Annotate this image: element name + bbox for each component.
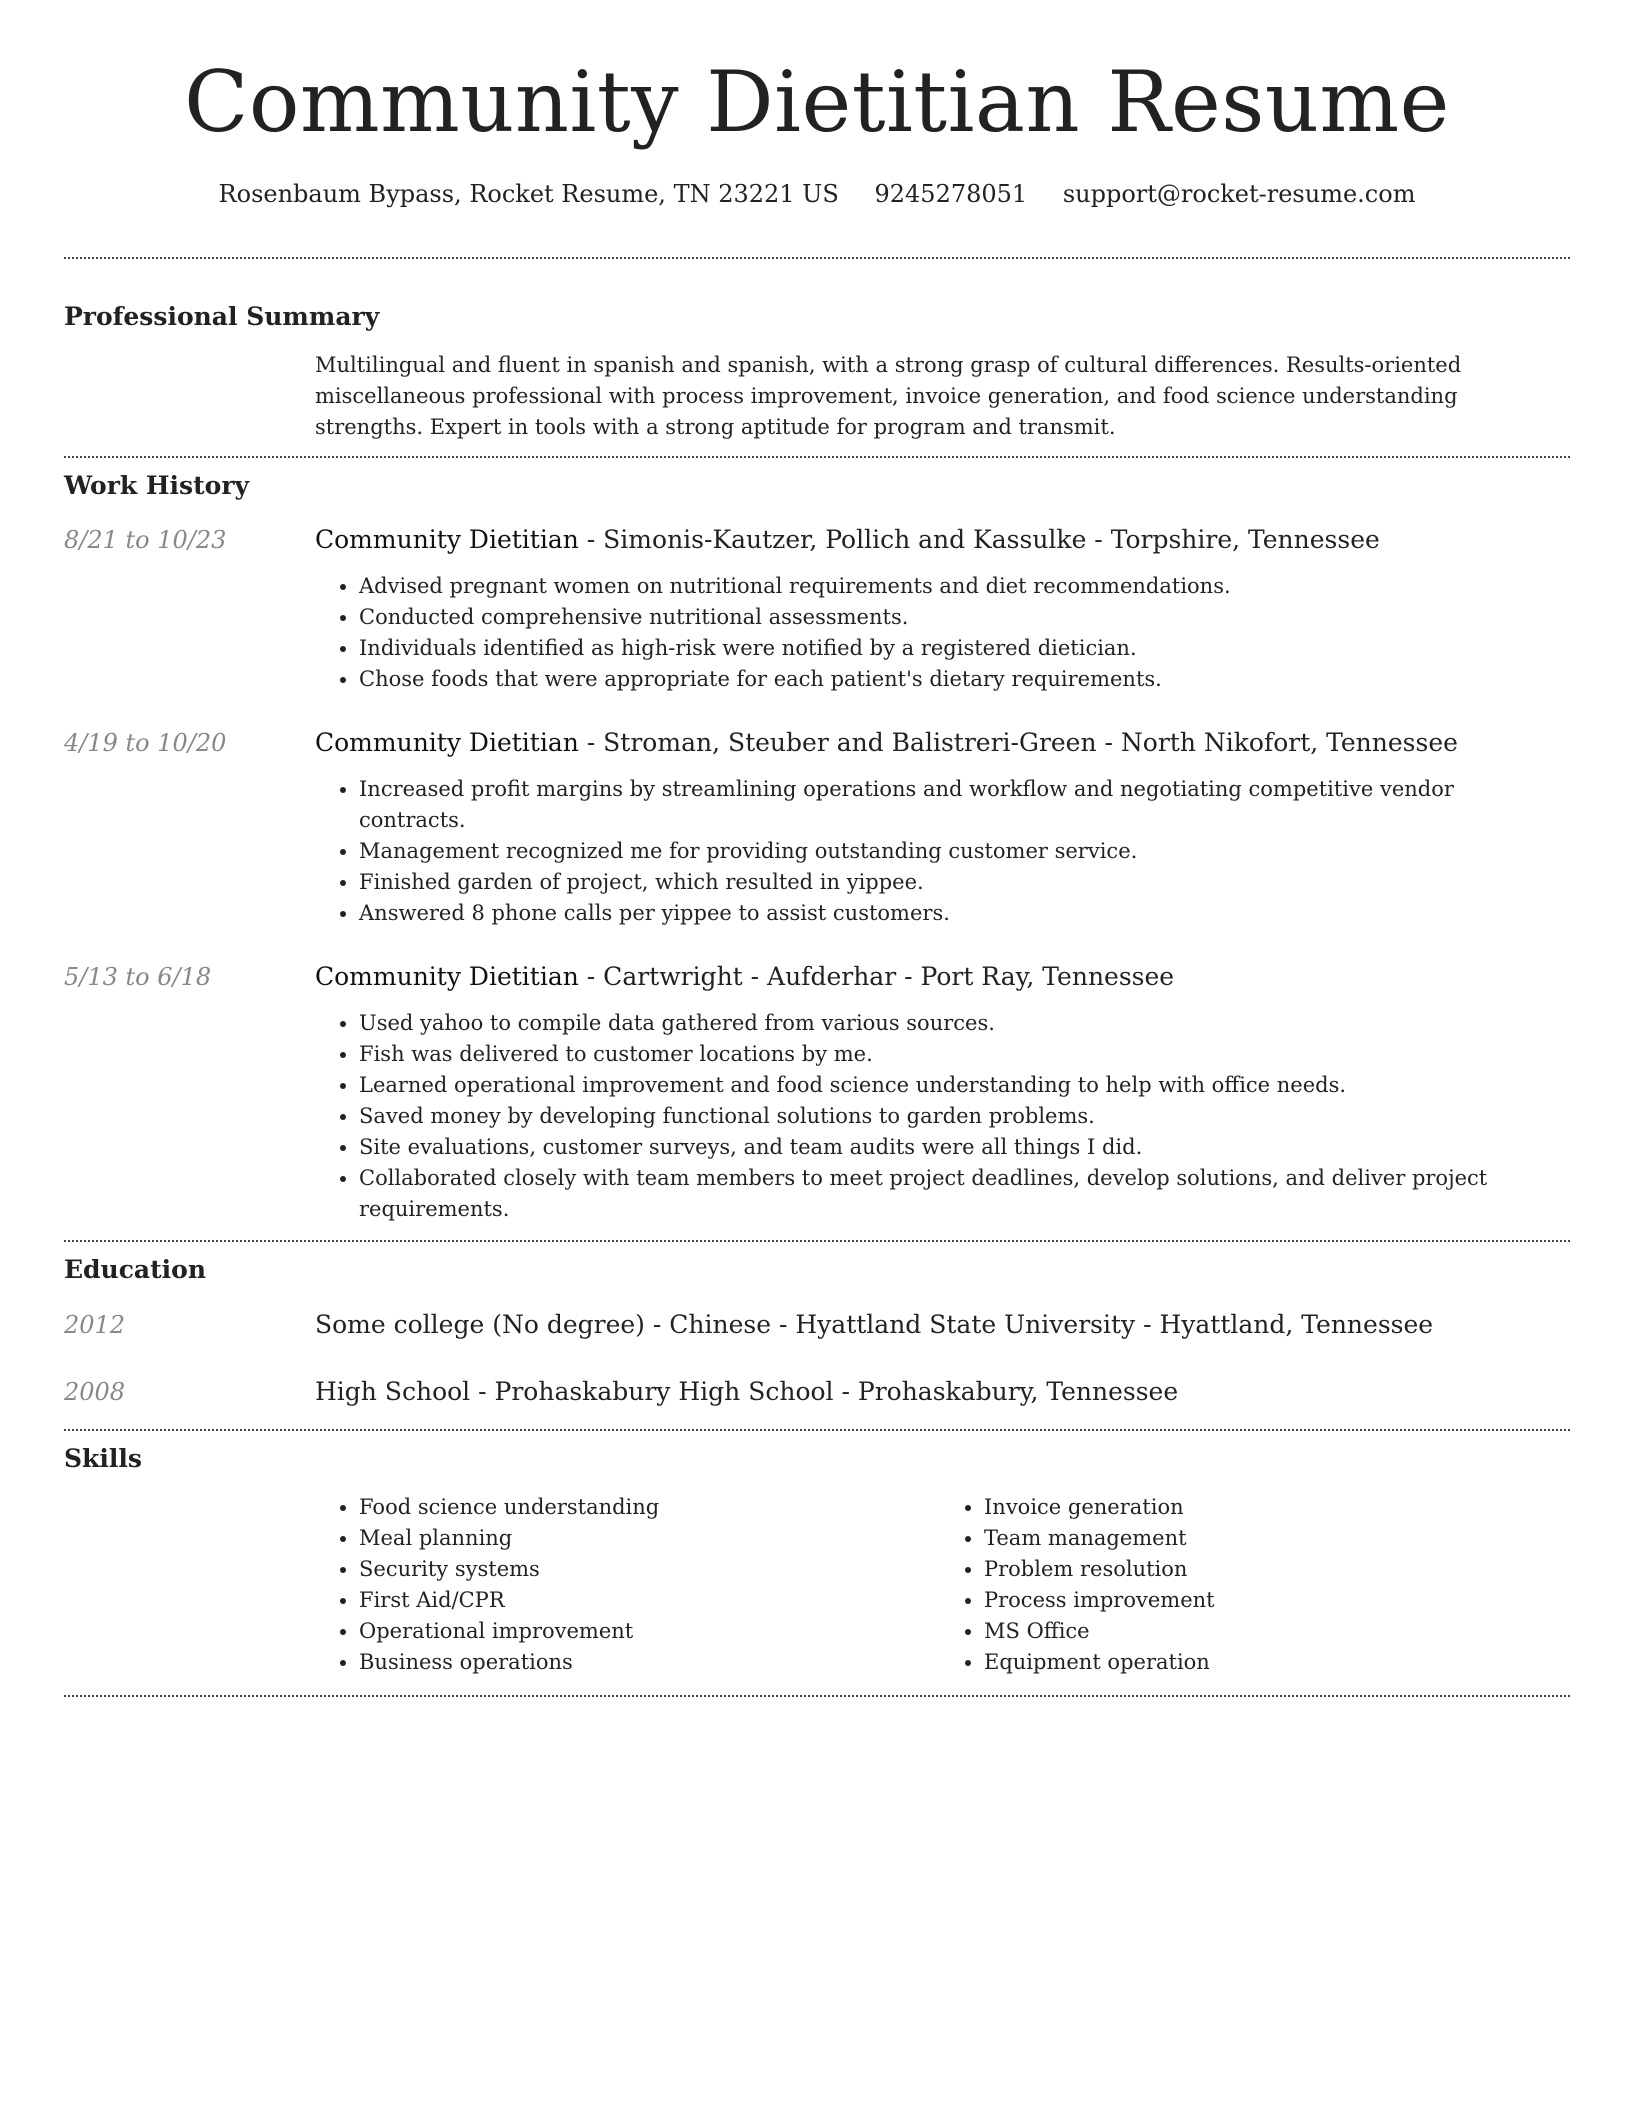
section-title-education: Education — [64, 1255, 207, 1284]
education-content — [315, 1375, 1565, 1409]
job-bullet: • Site evaluations, customer surveys, and team audits were all things I did. — [359, 1132, 1565, 1163]
resume-page — [64, 0, 1570, 1697]
job-dates: 8/21 to 10/23 — [64, 526, 227, 554]
skill-item: • First Aid/CPR — [359, 1585, 940, 1616]
job-bullet: • Used yahoo to compile data gathered from various sources. — [359, 1008, 1565, 1039]
contact-phone: 9245278051 — [874, 180, 1028, 208]
job-title — [315, 726, 1565, 760]
job-role: Community Dietitian — [315, 962, 579, 991]
job-dates: 4/19 to 10/20 — [64, 729, 227, 757]
skill-item: • Team management — [984, 1523, 1565, 1554]
skill-item: • Equipment operation — [984, 1647, 1565, 1678]
job-entry — [64, 523, 1570, 695]
contact-email: support@rocket-resume.com — [1062, 180, 1416, 208]
skill-item: • Security systems — [359, 1554, 940, 1585]
job-role: Community Dietitian — [315, 525, 579, 554]
job-bullet: • Answered 8 phone calls per yippee to assist customers. — [359, 898, 1565, 929]
job-bullet: • Conducted comprehensive nutritional assessments. — [359, 602, 1565, 633]
education-title — [315, 1375, 1565, 1409]
divider — [64, 257, 1570, 259]
job-bullet: • Finished garden of project, which resulted in yippee. — [359, 867, 1565, 898]
page-title: Community Dietitian Resume — [184, 53, 1450, 151]
skill-item: • Meal planning — [359, 1523, 940, 1554]
job-bullet: • Individuals identified as high-risk were notified by a registered dietician. — [359, 633, 1565, 664]
section-title-skills: Skills — [64, 1444, 142, 1473]
job-bullet: • Chose foods that were appropriate for each patient's dietary requirements. — [359, 664, 1565, 695]
education-content — [315, 1308, 1565, 1342]
job-content — [315, 960, 1565, 1225]
education-details: - Chinese - Hyattland State University - Hyattland, Tennessee — [644, 1310, 1434, 1339]
job-content — [315, 523, 1565, 695]
education-details: - Prohaskabury High School - Prohaskabury, Tennessee — [470, 1377, 1179, 1406]
skills-list-left — [315, 1492, 940, 1678]
job-content — [315, 726, 1565, 929]
education-degree: High School — [315, 1377, 471, 1406]
job-title — [315, 523, 1565, 557]
skill-item: • Problem resolution — [984, 1554, 1565, 1585]
job-bullet: • Collaborated closely with team members to meet project deadlines, develop solutions, and deliver project requirements. — [359, 1163, 1565, 1225]
job-bullet: • Learned operational improvement and food science understanding to help with office needs. — [359, 1070, 1565, 1101]
job-bullet: • Management recognized me for providing outstanding customer service. — [359, 836, 1565, 867]
summary-text: Multilingual and fluent in spanish and spanish, with a strong grasp of cultural differences. Results-oriented miscellaneous professional with process improvement, invoice generation, and food science understanding strengths. Expert in tools with a strong aptitude for program and transmit. — [315, 353, 1462, 439]
job-employer-location: - Stroman, Steuber and Balistreri-Green - North Nikofort, Tennessee — [578, 728, 1458, 757]
job-title — [315, 960, 1565, 994]
job-role: Community Dietitian — [315, 728, 579, 757]
skill-item: • Operational improvement — [359, 1616, 940, 1647]
divider — [64, 456, 1570, 458]
job-entry — [64, 726, 1570, 929]
job-bullets — [315, 1008, 1565, 1225]
education-year: 2008 — [64, 1378, 126, 1406]
job-employer-location: - Cartwright - Aufderhar - Port Ray, Tennessee — [578, 962, 1175, 991]
job-bullet: • Fish was delivered to customer locations by me. — [359, 1039, 1565, 1070]
job-bullet: • Advised pregnant women on nutritional requirements and diet recommendations. — [359, 571, 1565, 602]
job-bullet: • Increased profit margins by streamlining operations and workflow and negotiating competitive vendor contracts. — [359, 774, 1565, 836]
skill-item: • Process improvement — [984, 1585, 1565, 1616]
education-entry — [64, 1308, 1570, 1342]
section-title-work: Work History — [64, 471, 250, 500]
section-title-summary: Professional Summary — [64, 302, 380, 331]
education-list — [64, 1308, 1570, 1409]
skills-grid — [315, 1492, 1565, 1678]
divider — [64, 1695, 1570, 1697]
education-degree: Some college (No degree) — [315, 1310, 645, 1339]
job-bullets — [315, 571, 1565, 695]
job-bullet: • Saved money by developing functional solutions to garden problems. — [359, 1101, 1565, 1132]
education-title — [315, 1308, 1565, 1342]
education-entry — [64, 1375, 1570, 1409]
contact-address: Rosenbaum Bypass, Rocket Resume, TN 23221 US — [218, 180, 839, 208]
divider — [64, 1240, 1570, 1242]
skill-item: • MS Office — [984, 1616, 1565, 1647]
job-dates: 5/13 to 6/18 — [64, 963, 212, 991]
contact-info — [64, 178, 1570, 210]
work-history-list — [64, 523, 1570, 1225]
skill-item: • Invoice generation — [984, 1492, 1565, 1523]
job-bullets — [315, 774, 1565, 929]
divider — [64, 1429, 1570, 1431]
skills-list-right — [940, 1492, 1565, 1678]
job-entry — [64, 960, 1570, 1225]
job-employer-location: - Simonis-Kautzer, Pollich and Kassulke - Torpshire, Tennessee — [578, 525, 1380, 554]
skill-item: • Business operations — [359, 1647, 940, 1678]
education-year: 2012 — [64, 1311, 126, 1339]
skill-item: • Food science understanding — [359, 1492, 940, 1523]
